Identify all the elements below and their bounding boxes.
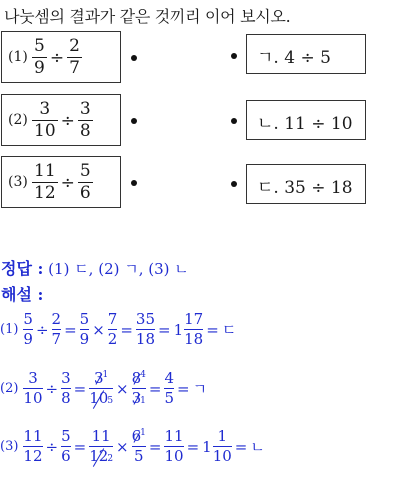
- option-label: ㄷ. 35 ÷ 18: [257, 178, 353, 198]
- divide-sign: ÷: [45, 437, 59, 456]
- divide-sign: ÷: [45, 379, 59, 398]
- equals-sign: =: [177, 379, 190, 398]
- cancelled-fraction: $3^1$ 105: [89, 369, 114, 407]
- answer-text: (1) ㄷ, (2) ㄱ, (3) ㄴ: [48, 260, 189, 278]
- answer-letter: ㄱ: [192, 380, 208, 398]
- equals-sign: =: [234, 437, 248, 456]
- answer-letter: ㄷ: [221, 321, 237, 339]
- fraction: $\frac{11}{12}$: [34, 161, 56, 203]
- solution-number: (3): [0, 439, 19, 454]
- fraction: 5 9: [79, 310, 90, 348]
- equals-sign: =: [120, 320, 133, 339]
- connect-dot-right-3[interactable]: [231, 181, 237, 187]
- option-label: ㄴ. 11 ÷ 10: [257, 114, 353, 134]
- option-box-3[interactable]: [246, 164, 366, 204]
- solution-3: [0, 429, 265, 464]
- connect-dot-right-2[interactable]: [231, 118, 237, 124]
- explanation-label: 해설 :: [1, 285, 44, 304]
- solution-1: [0, 312, 236, 347]
- fraction: 3 8: [61, 369, 71, 407]
- equals-sign: =: [73, 437, 87, 456]
- question-number: (1): [8, 49, 28, 65]
- cancelled-fraction: $8^4$ 31: [131, 369, 146, 407]
- equals-sign: =: [64, 320, 77, 339]
- equals-sign: =: [158, 320, 171, 339]
- fraction: 7 2: [107, 310, 118, 348]
- divide-sign: ÷: [49, 47, 65, 68]
- question-number: (2): [8, 112, 28, 128]
- fraction: $\frac{5}{6}$: [79, 161, 91, 203]
- fraction: 5 9: [23, 310, 33, 348]
- equals-sign: =: [186, 437, 200, 456]
- question-expression: [32, 163, 93, 202]
- fraction: 11 12: [23, 427, 43, 465]
- answer-letter: ㄴ: [250, 438, 265, 456]
- option-box-1[interactable]: [246, 34, 366, 74]
- answer-line: [1, 256, 189, 279]
- connect-dot-left-3[interactable]: [131, 180, 137, 186]
- answer-label: 정답 :: [1, 259, 44, 278]
- question-expression: [32, 38, 82, 77]
- question-box-2[interactable]: [1, 94, 121, 146]
- question-number: (3): [8, 174, 28, 190]
- fraction: 4 5: [164, 369, 175, 407]
- times-sign: ×: [116, 379, 129, 398]
- question-box-3[interactable]: [1, 156, 121, 208]
- mixed-number: 1 17 18: [173, 310, 204, 348]
- option-box-2[interactable]: [246, 100, 366, 140]
- connect-dot-left-1[interactable]: [131, 55, 137, 61]
- question-expression: [32, 101, 93, 140]
- fraction: $\frac{3}{10}$: [34, 99, 56, 141]
- cancelled-fraction: 11 122: [89, 427, 114, 465]
- fraction: 5 6: [61, 427, 71, 465]
- option-label: ㄱ. 4 ÷ 5: [257, 48, 331, 68]
- equals-sign: =: [73, 379, 87, 398]
- fraction: 11 10: [164, 427, 184, 465]
- fraction: 35 18: [135, 310, 156, 348]
- divide-sign: ÷: [60, 172, 75, 193]
- times-sign: ×: [116, 437, 129, 456]
- times-sign: ×: [92, 320, 105, 339]
- instruction-title: 나눗셈의 결과가 같은 것끼리 이어 보시오.: [4, 7, 291, 26]
- solution-2: [0, 371, 207, 406]
- connect-dot-left-2[interactable]: [131, 118, 137, 124]
- equals-sign: =: [206, 320, 219, 339]
- fraction: 2 7: [51, 310, 62, 348]
- cancelled-fraction: $6^1$ 5: [131, 427, 146, 465]
- solution-number: (2): [0, 381, 19, 396]
- connect-dot-right-1[interactable]: [231, 53, 237, 59]
- divide-sign: ÷: [60, 110, 75, 131]
- question-box-1[interactable]: [1, 31, 121, 83]
- solution-number: (1): [0, 322, 19, 337]
- fraction: 3 10: [23, 369, 43, 407]
- mixed-number: 1 1 10: [202, 427, 232, 465]
- equals-sign: =: [148, 437, 162, 456]
- fraction: $\frac{5}{9}$: [34, 36, 45, 78]
- divide-sign: ÷: [35, 320, 49, 339]
- fraction: $\frac{2}{7}$: [69, 36, 80, 78]
- equals-sign: =: [148, 379, 162, 398]
- fraction: $\frac{3}{8}$: [79, 99, 91, 141]
